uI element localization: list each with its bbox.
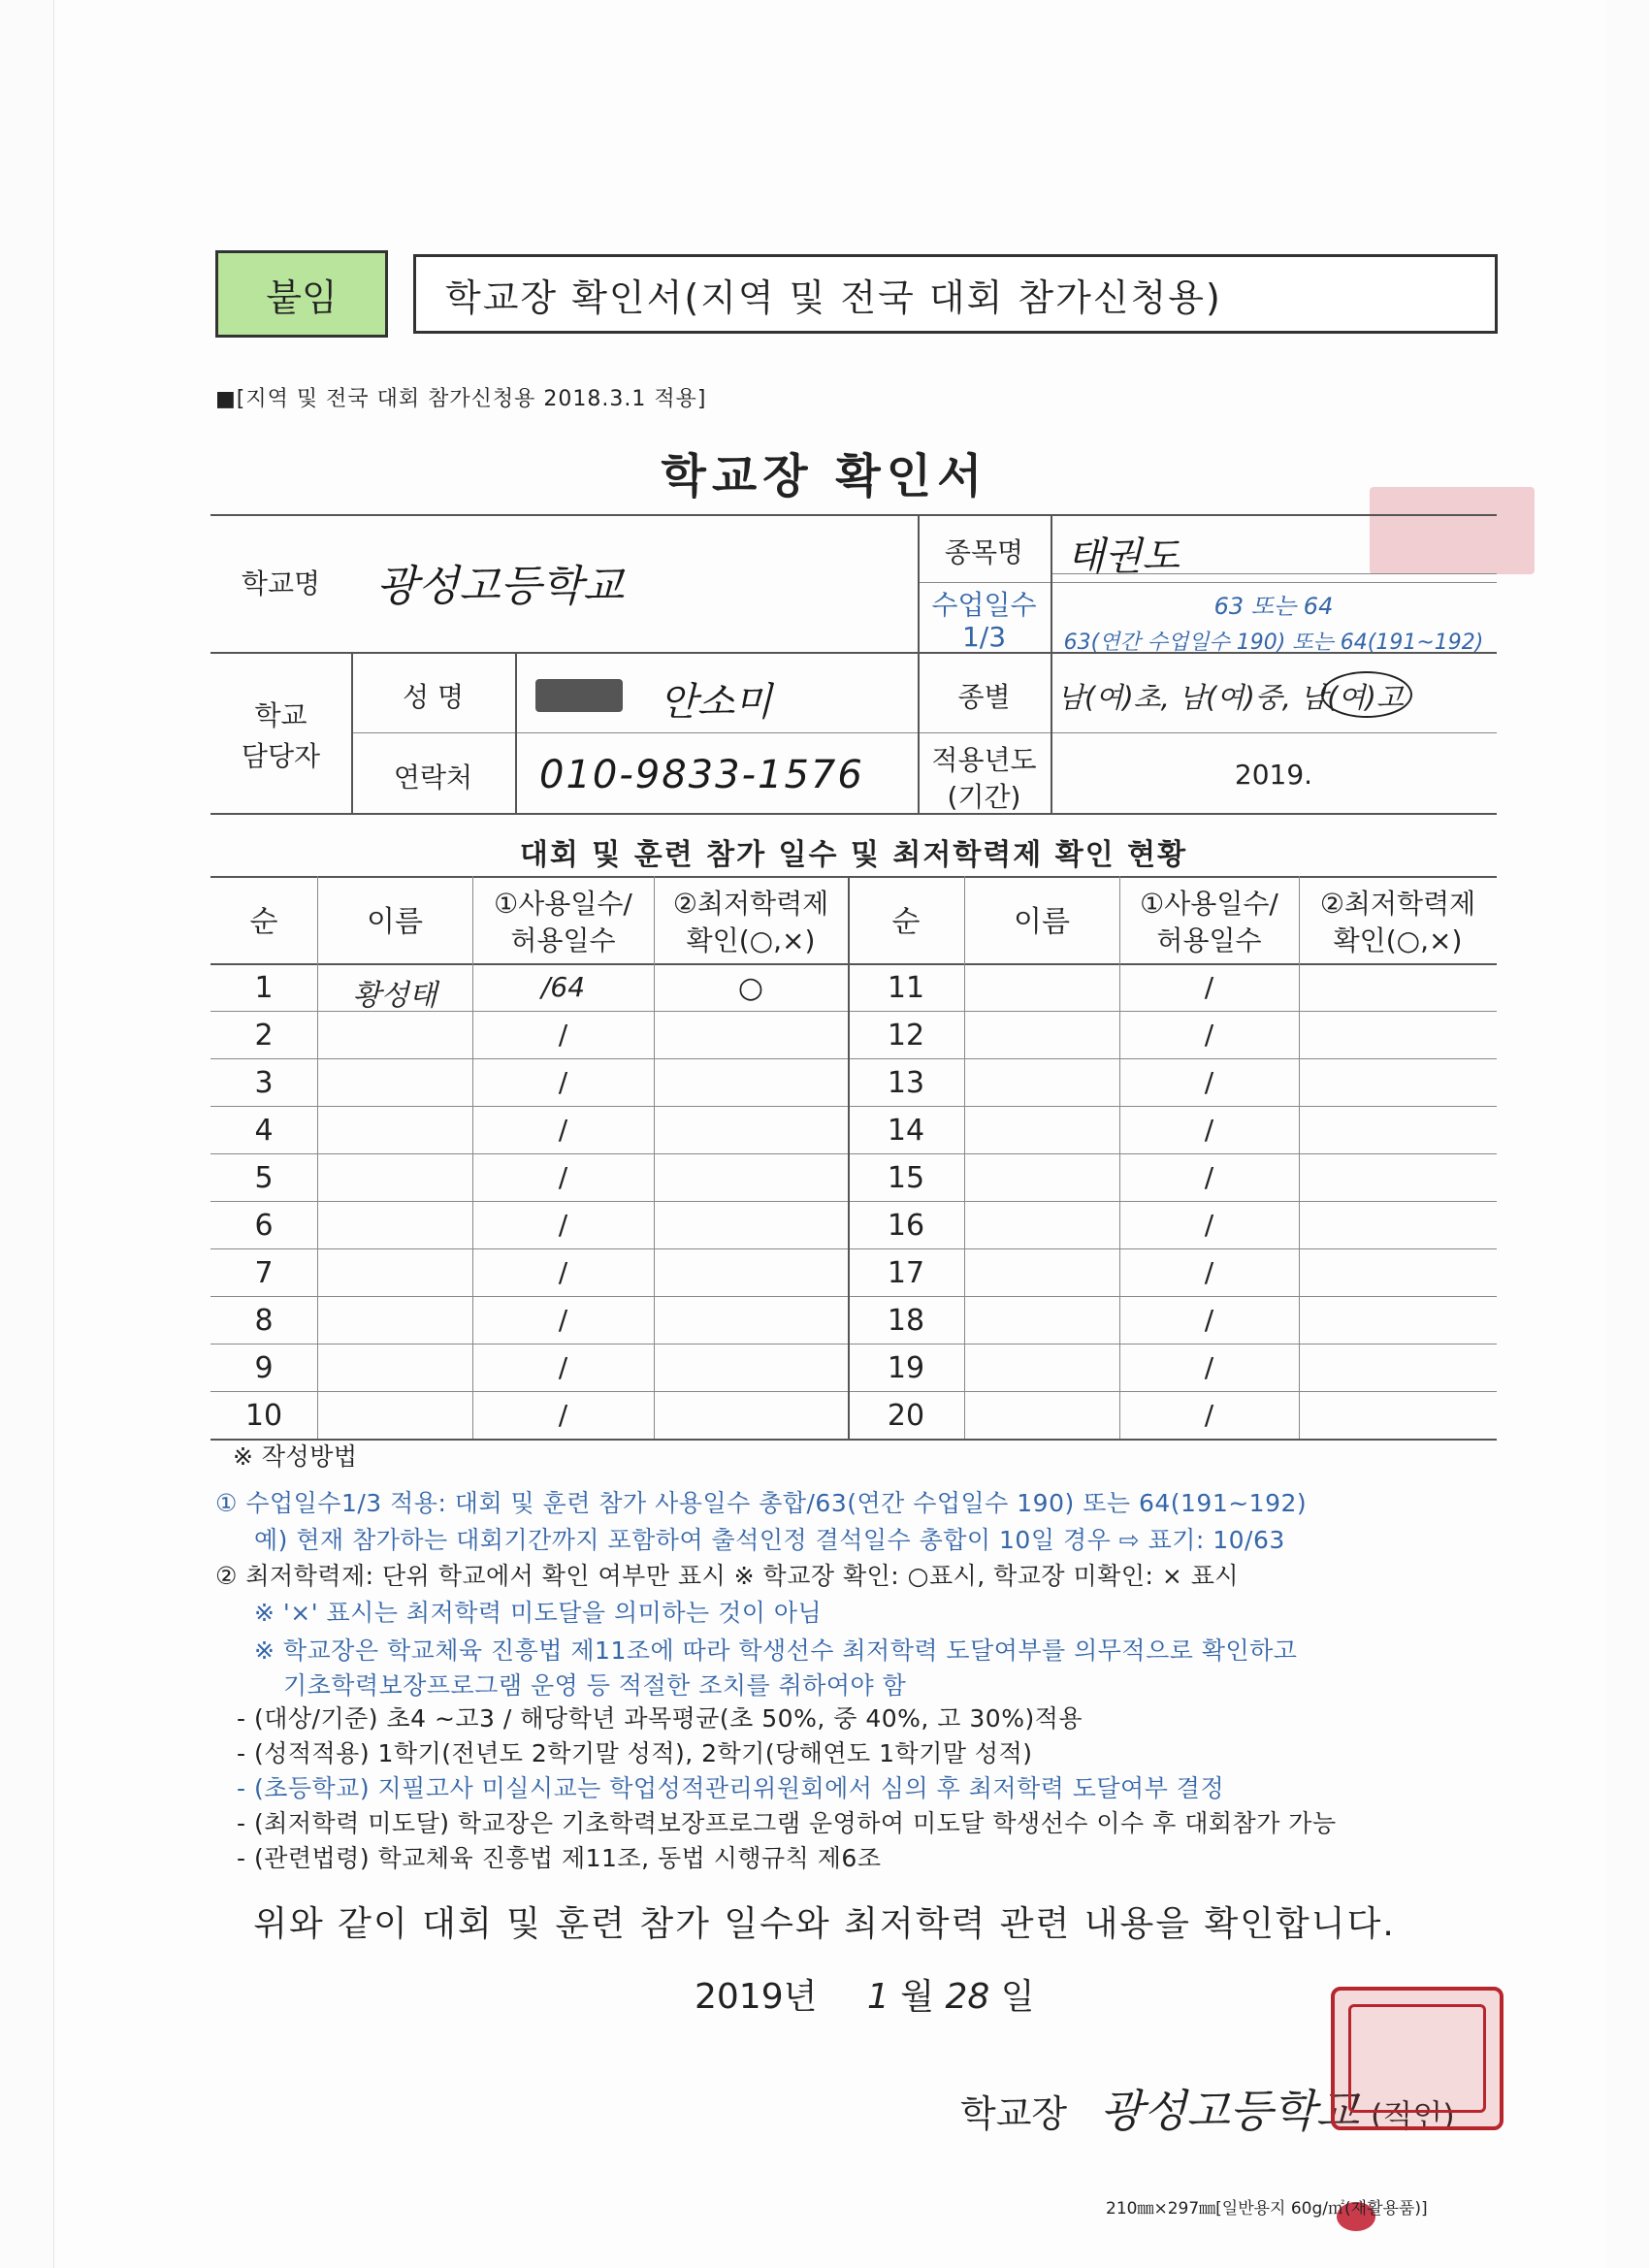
category-value: 남(여)초, 남(여)중, 남(여)고: [1057, 681, 1404, 714]
table-right-days-cell: /: [1204, 1066, 1214, 1098]
contact-name-value: 안소미: [660, 680, 772, 725]
note-line-5: ※ 학교장은 학교체육 진흥법 제11조에 따라 학생선수 최저학력 도달여부를 의무적으로 확인하고: [254, 1636, 1298, 1665]
date-day-label: 일: [1000, 1977, 1035, 2017]
table-left-days-cell: /: [558, 1351, 568, 1383]
note-line-4: ※ '×' 표시는 최저학력 미도달을 의미하는 것이 아님: [254, 1599, 823, 1627]
table-column-line: [654, 876, 655, 1439]
red-seal-mark: [1370, 487, 1535, 574]
school-name-value: 광성고등학교: [376, 562, 625, 611]
table-row-line: [210, 1344, 1497, 1345]
table-right-seq-cell: 12: [887, 1019, 925, 1053]
header-days-right: ①사용일수/: [1140, 888, 1278, 920]
table-left-days-cell: /64: [540, 971, 586, 1003]
table-header-line: [210, 963, 1497, 965]
attachment-label: 붙임: [215, 250, 388, 338]
table-right-days-cell: /: [1204, 971, 1214, 1003]
principal-label: 학교장: [960, 2092, 1068, 2135]
table-left-days-cell: /: [558, 1209, 568, 1241]
contact-group-label: 학교: [254, 699, 307, 731]
table-top-line: [210, 876, 1497, 878]
note-line-7: - (대상/기준) 초4 ~고3 / 해당학년 과목평균(초 50%, 중 40%, 고 30%)적용: [237, 1704, 1083, 1733]
table-column-line: [317, 876, 318, 1439]
table-right-days-cell: /: [1204, 1209, 1214, 1241]
table-right-days-cell: /: [1204, 1019, 1214, 1051]
class-days-fraction: 1/3: [961, 621, 1007, 653]
section-title: 대회 및 훈련 참가 일수 및 최저학력제 확인 현황: [519, 838, 1188, 872]
table-left-seq-cell: 6: [254, 1209, 274, 1243]
header-min: ②최저학력제: [672, 888, 829, 920]
table-left-seq-cell: 1: [254, 971, 274, 1005]
table-row-line: [210, 1153, 1497, 1154]
table-left-seq-cell: 8: [254, 1304, 274, 1338]
table-right-seq-cell: 18: [887, 1304, 925, 1338]
header-seq: 순: [249, 905, 278, 939]
table-row-line: [210, 1058, 1497, 1059]
header-days-right-2: 허용일수: [1156, 924, 1262, 956]
table-row-line: [210, 1296, 1497, 1297]
year-value: 2019.: [1234, 759, 1313, 791]
category-circle-mark: [1321, 671, 1412, 718]
sport-label: 종목명: [944, 536, 1024, 568]
note-line-9: - (초등학교) 지필고사 미실시교는 학업성적관리위원회에서 심의 후 최저학력 도달여부 결정: [237, 1774, 1225, 1802]
school-seal: [1331, 1987, 1504, 2130]
note-line-6: 기초학력보장프로그램 운영 등 적절한 조치를 취하여야 함: [283, 1671, 907, 1700]
table-right-days-cell: /: [1204, 1304, 1214, 1336]
form-title: 학교장 확인서: [661, 449, 988, 503]
date-month: 1: [866, 1977, 889, 2017]
sport-value: 태권도: [1067, 535, 1180, 579]
table-left-seq-cell: 4: [254, 1114, 274, 1148]
table-left-seq-cell: 9: [254, 1351, 274, 1385]
class-days-label: 수업일수: [931, 589, 1037, 621]
table-left-name-cell: 황성태: [352, 979, 437, 1013]
date-year: 2019년: [695, 1977, 818, 2017]
table-left-days-cell: /: [558, 1066, 568, 1098]
contact-name-label: 성 명: [403, 681, 464, 713]
table-right-days-cell: /: [1204, 1256, 1214, 1288]
table-left-seq-cell: 2: [254, 1019, 274, 1053]
table-left-days-cell: /: [558, 1019, 568, 1051]
table-right-seq-cell: 11: [887, 971, 925, 1005]
table-right-days-cell: /: [1204, 1399, 1214, 1431]
date-day: 28: [945, 1977, 990, 2017]
school-name-label: 학교명: [241, 567, 321, 599]
category-label: 종별: [957, 681, 1011, 713]
note-line-2: 예) 현재 참가하는 대회기간까지 포함하여 출석인정 결석일수 총합이 10일 경우 ⇨ 표기: 10/63: [254, 1526, 1285, 1554]
class-days-value: 63 또는 64: [1213, 593, 1334, 620]
usage-note: ■[지역 및 전국 대회 참가신청용 2018.3.1 적용]: [215, 387, 707, 411]
table-column-line: [964, 876, 965, 1439]
table-right-seq-cell: 20: [887, 1399, 925, 1433]
confirmation-statement: 위와 같이 대회 및 훈련 참가 일수와 최저학력 관련 내용을 확인합니다.: [253, 1904, 1396, 1944]
table-left-days-cell: /: [558, 1161, 568, 1193]
table-row-line: [210, 1248, 1497, 1249]
paper-spec-footer: 210㎜×297㎜[일반용지 60g/㎡(재활용품)]: [1106, 2199, 1428, 2219]
note-line-11: - (관련법령) 학교체육 진흥법 제11조, 동법 시행규칙 제6조: [237, 1844, 882, 1872]
table-right-seq-cell: 13: [887, 1066, 925, 1100]
header-seq-right: 순: [891, 905, 921, 939]
table-left-seq-cell: 3: [254, 1066, 274, 1100]
document-title-box: 학교장 확인서(지역 및 전국 대회 참가신청용): [413, 254, 1498, 334]
crossed-out-name: [535, 679, 623, 712]
year-label-period: (기간): [947, 781, 1021, 813]
note-line-8: - (성적적용) 1학기(전년도 2학기말 성적), 2학기(당해연도 1학기말 성적): [237, 1739, 1033, 1767]
note-line-1: ① 수업일수1/3 적용: 대회 및 훈련 참가 사용일수 총합/63(연간 수업일수 190) 또는 64(191~192): [215, 1489, 1308, 1517]
date-line: [695, 1969, 1035, 2019]
table-right-days-cell: /: [1204, 1351, 1214, 1383]
header-name-right: 이름: [1014, 905, 1070, 939]
contact-group-label-2: 담당자: [241, 740, 321, 772]
table-right-days-cell: /: [1204, 1161, 1214, 1193]
header-days: ①사용일수/: [494, 888, 632, 920]
header-min-right-2: 확인(○,×): [1333, 924, 1463, 956]
contact-phone-label: 연락처: [393, 761, 473, 794]
table-left-days-cell: /: [558, 1399, 568, 1431]
table-left-days-cell: /: [558, 1304, 568, 1336]
table-left-seq-cell: 10: [244, 1399, 283, 1433]
table-right-days-cell: /: [1204, 1114, 1214, 1146]
table-right-seq-cell: 15: [887, 1161, 925, 1195]
class-days-detail: 63(연간 수업일수 190) 또는 64(191~192): [1063, 631, 1484, 655]
table-row-line: [210, 1391, 1497, 1392]
table-left-min-cell: ○: [737, 971, 764, 1005]
header-days-2: 허용일수: [510, 924, 616, 956]
principal-signature: 광성고등학교: [1100, 2085, 1359, 2137]
table-left-days-cell: /: [558, 1256, 568, 1288]
table-column-line: [1299, 876, 1300, 1439]
table-left-seq-cell: 7: [254, 1256, 274, 1290]
table-left-seq-cell: 5: [254, 1161, 274, 1195]
year-label: 적용년도: [931, 744, 1037, 776]
header-name: 이름: [367, 905, 423, 939]
note-line-3: ② 최저학력제: 단위 학교에서 확인 여부만 표시 ※ 학교장 확인: ○표시, 학교장 미확인: × 표시: [215, 1562, 1240, 1590]
table-left-days-cell: /: [558, 1114, 568, 1146]
date-month-label: 월: [900, 1977, 934, 2017]
table-right-seq-cell: 19: [887, 1351, 925, 1385]
header-min-2: 확인(○,×): [686, 924, 816, 956]
table-right-seq-cell: 17: [887, 1256, 925, 1290]
note-line-10: - (최저학력 미도달) 학교장은 기초학력보장프로그램 운영하여 미도달 학생선수 이수 후 대회참가 가능: [237, 1809, 1337, 1837]
seal-label: (직인): [1370, 2097, 1455, 2134]
table-row-line: [210, 1439, 1497, 1441]
table-right-seq-cell: 16: [887, 1209, 925, 1243]
notes-heading: ※ 작성방법: [233, 1442, 358, 1471]
table-row-line: [210, 1201, 1497, 1202]
header-min-right: ②최저학력제: [1319, 888, 1476, 920]
table-row-line: [210, 1106, 1497, 1107]
table-right-seq-cell: 14: [887, 1114, 925, 1148]
contact-phone-value: 010-9833-1576: [539, 753, 864, 797]
